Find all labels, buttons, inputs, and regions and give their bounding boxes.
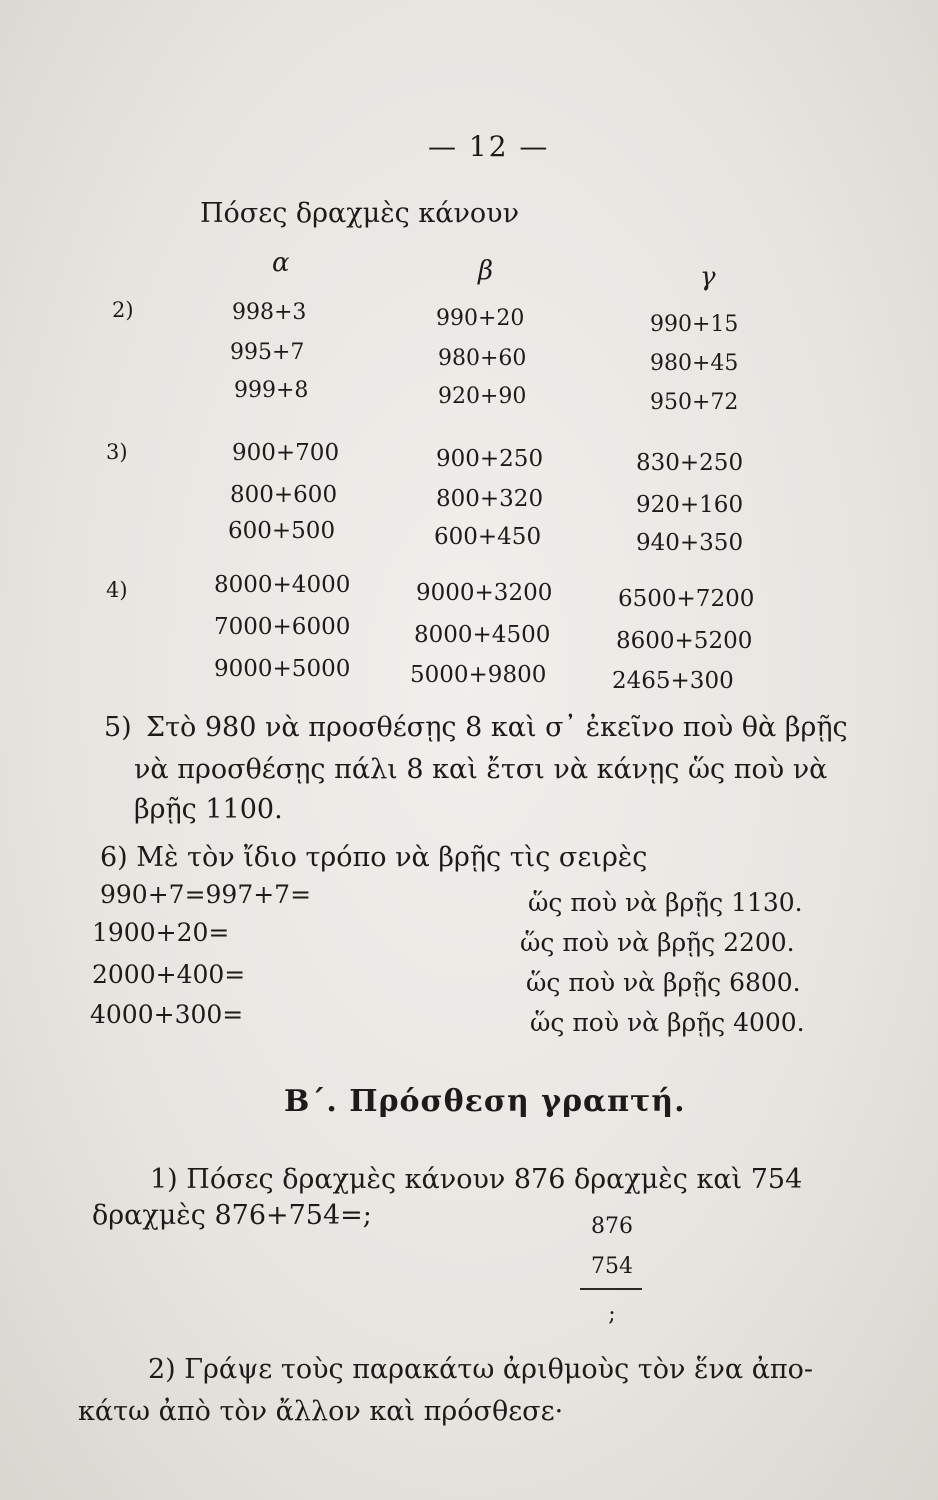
- page-number: — 12 —: [428, 130, 550, 163]
- column-header-c: γ: [700, 262, 716, 292]
- exercise-5-number: 5): [104, 712, 132, 743]
- series-end: ὥς ποὺ νὰ βρῇς 2200.: [520, 928, 795, 957]
- sum-cell: 600+450: [434, 524, 542, 550]
- series-start: 2000+400=: [92, 960, 246, 989]
- group-number: 3): [106, 440, 128, 464]
- sum-cell: 980+45: [650, 351, 739, 376]
- sum-cell: 9000+3200: [416, 580, 553, 606]
- series-start: 4000+300=: [90, 1000, 244, 1029]
- series-end: ὥς ποὺ νὰ βρῇς 6800.: [526, 968, 801, 997]
- sum-cell: 990+20: [436, 306, 525, 331]
- sum-cell: 800+600: [230, 482, 338, 508]
- sum-cell: 999+8: [234, 378, 309, 403]
- sum-cell: 8600+5200: [616, 628, 753, 654]
- sum-cell: 600+500: [228, 518, 336, 544]
- sum-cell: 920+160: [636, 492, 744, 518]
- exercise-1-line: 1) Πόσες δραχμὲς κάνουν 876 δραχμὲς καὶ 754: [150, 1164, 803, 1195]
- exercise-2-line: κάτω ἀπὸ τὸν ἄλλον καὶ πρόσθεσε·: [78, 1396, 564, 1427]
- sum-result: ;: [608, 1302, 616, 1327]
- group-number: 4): [106, 578, 128, 602]
- addend-bottom: 754: [591, 1254, 633, 1279]
- sum-cell: 980+60: [438, 346, 527, 371]
- sum-cell: 990+15: [650, 312, 739, 337]
- sum-cell: 800+320: [436, 486, 544, 512]
- exercise-2-line: 2) Γράψε τοὺς παρακάτω ἀριθμοὺς τὸν ἕνα ἀπο-: [148, 1354, 814, 1385]
- sum-cell: 8000+4000: [214, 572, 351, 598]
- column-header-b: β: [478, 256, 494, 286]
- exercise-6-intro: 6) Μὲ τὸν ἴδιο τρόπο νὰ βρῇς τὶς σειρὲς: [100, 842, 648, 873]
- sum-cell: 995+7: [230, 340, 305, 365]
- series-start: 990+7=997+7=: [100, 880, 312, 909]
- sum-cell: 8000+4500: [414, 622, 551, 648]
- sum-rule: [580, 1288, 642, 1290]
- sum-cell: 5000+9800: [410, 662, 547, 688]
- sum-cell: 830+250: [636, 450, 744, 476]
- series-start: 1900+20=: [92, 918, 230, 947]
- sum-cell: 998+3: [232, 300, 307, 325]
- sum-cell: 6500+7200: [618, 586, 755, 612]
- series-end: ὥς ποὺ νὰ βρῇς 4000.: [530, 1008, 805, 1037]
- section-title: Β΄. Πρόσθεση γραπτή.: [284, 1084, 686, 1119]
- sum-cell: 9000+5000: [214, 656, 351, 682]
- column-header-a: α: [272, 248, 290, 278]
- addend-top: 876: [591, 1214, 633, 1239]
- group-number: 2): [112, 298, 134, 322]
- series-end: ὥς ποὺ νὰ βρῇς 1130.: [528, 888, 803, 917]
- sum-cell: 950+72: [650, 390, 739, 415]
- sum-cell: 920+90: [438, 384, 527, 409]
- table-heading: Πόσες δραχμὲς κάνουν: [200, 198, 519, 229]
- sum-cell: 940+350: [636, 530, 744, 556]
- exercise-5-line: βρῇς 1100.: [134, 794, 283, 825]
- sum-cell: 900+250: [436, 446, 544, 472]
- exercise-5-line: νὰ προσθέσῃς πάλι 8 καὶ ἔτσι νὰ κάνῃς ὥς ποὺ νὰ: [134, 754, 828, 785]
- sum-cell: 900+700: [232, 440, 340, 466]
- exercise-1-line: δραχμὲς 876+754=;: [92, 1200, 372, 1231]
- sum-cell: 2465+300: [612, 668, 734, 694]
- sum-cell: 7000+6000: [214, 614, 351, 640]
- exercise-5-line: Στὸ 980 νὰ προσθέσῃς 8 καὶ σ᾿ ἐκεῖνο ποὺ θὰ βρῇς: [146, 712, 848, 743]
